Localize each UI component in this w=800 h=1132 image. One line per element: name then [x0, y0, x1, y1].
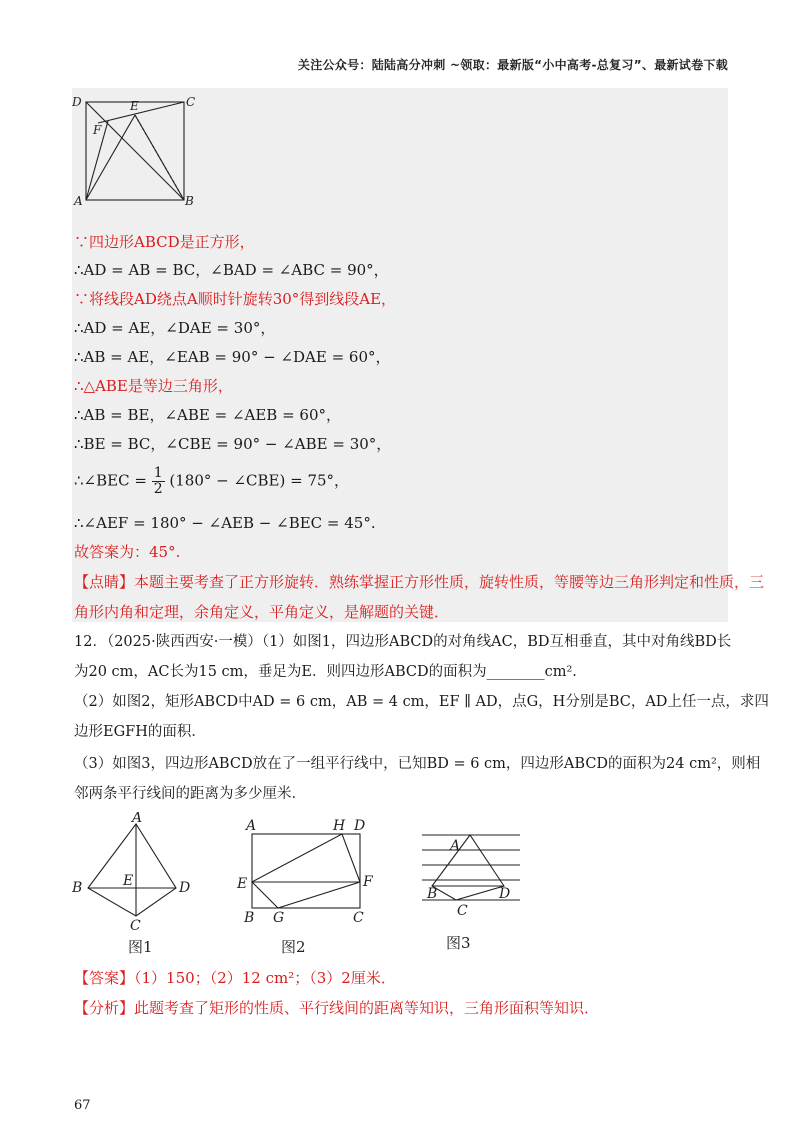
fig2-label-h: H [333, 818, 346, 834]
analysis-line [74, 998, 599, 1018]
fig2-label-e: E [237, 876, 248, 892]
fig2-label-d: D [354, 818, 366, 834]
question-line-2: 为20 cm，AC长为15 cm，垂足为E．则四边形ABCD的面积为________cm². [74, 664, 577, 680]
solution-line-9 [74, 466, 349, 497]
solution-line-2: ∴AD = AB = BC，∠BAD = ∠ABC = 90°， [74, 261, 389, 279]
solution-line-7: ∴AB = BE，∠ABE = ∠AEB = 60°， [74, 406, 342, 424]
fraction-numerator: 1 [153, 465, 163, 481]
analysis-tag: 【分析】 [74, 999, 135, 1017]
fig3-label-d: D [499, 886, 511, 902]
fig-top-label-b: B [185, 194, 194, 207]
fig2-label-g: G [273, 910, 285, 926]
fig-top-label-d: D [72, 95, 82, 109]
fig-top-label-f: F [93, 123, 102, 137]
fig1-label-b: B [72, 880, 83, 896]
answer-line [74, 968, 396, 988]
fig2-label-c: C [353, 910, 364, 926]
question-figures [72, 812, 542, 962]
solution-line-1: ∵四边形ABCD是正方形， [74, 233, 255, 251]
question-line-1: 12．（2025·陕西西安·一模）（1）如图1，四边形ABCD的对角线AC，BD互相垂直，其中对角线BD长 [74, 634, 732, 650]
analysis-text: 此题考查了矩形的性质、平行线间的距离等知识，三角形面积等知识． [134, 999, 600, 1017]
fig3-label-c: C [457, 903, 468, 919]
square-rotation-figure [72, 92, 202, 207]
fig-top-label-a: A [74, 194, 83, 207]
fig2-caption: 图2 [281, 938, 306, 956]
fig3-label-a: A [450, 838, 461, 854]
comment-tag: 【点睛】 [74, 573, 135, 591]
fig-top-label-c: C [186, 95, 196, 109]
fig1-caption: 图1 [128, 938, 153, 956]
solution-line-10: ∴∠AEF = 180° − ∠AEB − ∠BEC = 45°. [74, 514, 376, 532]
fig3-caption: 图3 [446, 934, 471, 952]
bec-rhs: (180° − ∠CBE) = 75°， [169, 471, 350, 490]
fig2-label-b: B [244, 910, 255, 926]
solution-line-6: ∴△ABE是等边三角形， [74, 377, 233, 395]
question-line-5: （3）如图3，四边形ABCD放在了一组平行线中，已知BD = 6 cm，四边形ABCD的面积为24 cm²，则相 [74, 756, 761, 772]
comment-line-2: 角形内角和定理，余角定义，平角定义，是解题的关键． [74, 603, 450, 621]
solution-line-8: ∴BE = BC，∠CBE = 90° − ∠ABE = 30°， [74, 435, 392, 453]
comment-text-1: 本题主要考查了正方形旋转．熟练掌握正方形性质，旋转性质，等腰等边三角形判定和性质，三 [134, 573, 765, 591]
fraction-denominator: 2 [153, 481, 163, 497]
figure-1 [88, 824, 176, 916]
page-header: 关注公众号：陆陆高分冲刺 ~领取：最新版“小中高考-总复习”、最新试卷下载 [297, 58, 728, 72]
answer-tag: 【答案】 [74, 969, 135, 987]
page-number: 67 [74, 1098, 91, 1113]
question-line-3: （2）如图2，矩形ABCD中AD = 6 cm，AB = 4 cm，EF ∥ AD，点G，H分别是BC，AD上任一点，求四 [74, 694, 769, 710]
solution-line-3: ∵将线段AD绕点A顺时针旋转30°得到线段AE， [74, 290, 397, 308]
question-line-4: 边形EGFH的面积． [74, 724, 206, 740]
answer-text: （1）150；（2）12 cm²；（3）2厘米． [134, 969, 396, 987]
figure-2 [252, 834, 360, 908]
fig1-label-c: C [130, 918, 141, 934]
fig2-label-a: A [246, 818, 257, 834]
solution-line-11: 故答案为：45°. [74, 543, 181, 561]
solution-line-4: ∴AD = AE，∠DAE = 30°， [74, 319, 276, 337]
fig1-label-a: A [132, 812, 143, 826]
comment-line-1 [74, 572, 764, 592]
half-fraction [152, 466, 165, 497]
fig-top-label-e: E [130, 99, 139, 113]
solution-line-5: ∴AB = AE，∠EAB = 90° − ∠DAE = 60°， [74, 348, 391, 366]
fig3-label-b: B [427, 886, 438, 902]
question-line-6: 邻两条平行线间的距离为多少厘米． [74, 786, 306, 802]
fig1-label-d: D [179, 880, 191, 896]
bec-lhs: ∴∠BEC = [74, 471, 147, 490]
fig1-label-e: E [123, 873, 134, 889]
fig2-label-f: F [363, 874, 373, 890]
